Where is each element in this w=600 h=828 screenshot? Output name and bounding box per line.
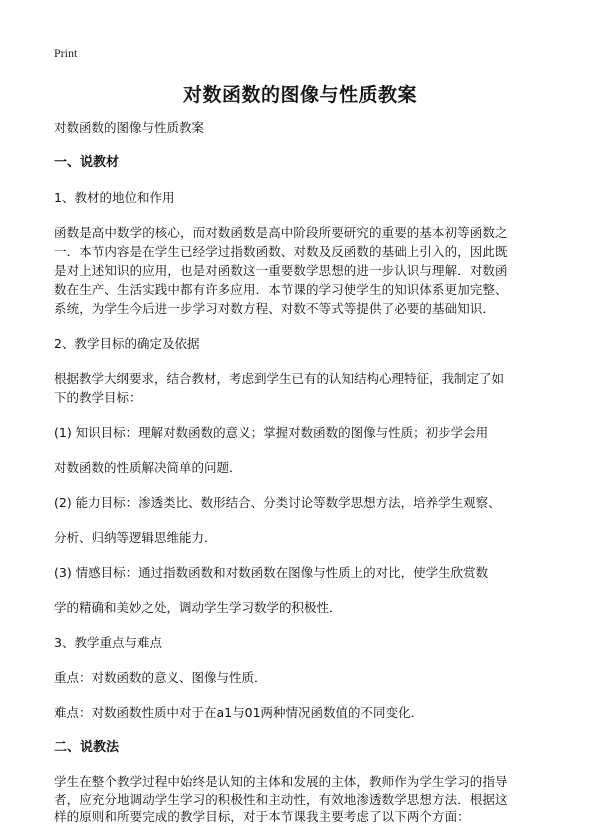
- paragraph-line: 下的教学目标：: [54, 390, 142, 405]
- subheading-status-and-role: 1、教材的地位和作用: [54, 190, 175, 205]
- paragraph-line: 样的原则和所要完成的教学目标，对于本节课我主要考虑了以下两个方面：: [54, 809, 470, 824]
- paragraph-line: 一．本节内容是在学生已经学过指数函数、对数及反函数的基础上引入的，因此既: [54, 244, 508, 259]
- goal-knowledge-line2: 对数函数的性质解决简单的问题．: [54, 460, 242, 475]
- section-heading-teaching-material: 一、说教材: [54, 155, 120, 170]
- paragraph-teaching-goals: [54, 369, 548, 407]
- goal-emotion-line2: 学的精确和美妙之处，调动学生学习数学的积极性．: [54, 600, 342, 615]
- key-point: 重点：对数函数的意义、图像与性质．: [54, 670, 267, 685]
- page-title: 对数函数的图像与性质教案: [182, 84, 417, 106]
- document-subtitle: 对数函数的图像与性质教案: [54, 120, 205, 135]
- paragraph-teaching-method: [54, 773, 548, 826]
- difficult-point: 难点：对数函数性质中对于在a1与01两种情况函数值的不同变化．: [54, 705, 424, 720]
- paragraph-line: 学生在整个教学过程中始终是认知的主体和发展的主体，教师作为学生学习的指导: [54, 774, 508, 789]
- document-body: [54, 118, 548, 826]
- subheading-teaching-goals: 2、教学目标的确定及依据: [54, 336, 200, 351]
- paragraph-line: 者，应充分地调动学生学习的积极性和主动性，有效地渗透数学思想方法．根据这: [54, 791, 508, 807]
- goal-emotion-line1: (3) 情感目标：通过指数函数和对数函数在图像与性质上的对比，使学生欣赏数: [54, 565, 489, 580]
- section-heading-teaching-method: 二、说教法: [54, 740, 120, 755]
- paragraph-line: 函数是高中数学的核心，而对数函数是高中阶段所要研究的重要的基本初等函数之: [54, 225, 508, 240]
- paragraph-line: 数在生产、生活实践中都有许多应用．本节课的学习使学生的知识体系更加完整、: [54, 282, 508, 297]
- goal-knowledge-line1: (1) 知识目标：理解对数函数的意义；掌握对数函数的图像与性质；初步学会用: [54, 425, 489, 440]
- subheading-key-and-difficult-points: 3、教学重点与难点: [54, 635, 162, 650]
- goal-ability-line1: (2) 能力目标：渗透类比、数形结合、分类讨论等数学思想方法，培养学生观察、: [54, 495, 501, 510]
- paragraph-status-and-role: [54, 223, 548, 318]
- paragraph-line: 是对上述知识的应用，也是对函数这一重要数学思想的进一步认识与理解．对数函: [54, 263, 508, 278]
- paragraph-line: 根据教学大纲要求，结合教材，考虑到学生已有的认知结构心理特征，我制定了如: [54, 371, 505, 386]
- print-link[interactable]: Print: [54, 46, 78, 60]
- paragraph-line: 系统，为学生今后进一步学习对数方程、对数不等式等提供了必要的基础知识．: [54, 301, 496, 316]
- goal-ability-line2: 分析、归纳等逻辑思维能力．: [54, 530, 217, 545]
